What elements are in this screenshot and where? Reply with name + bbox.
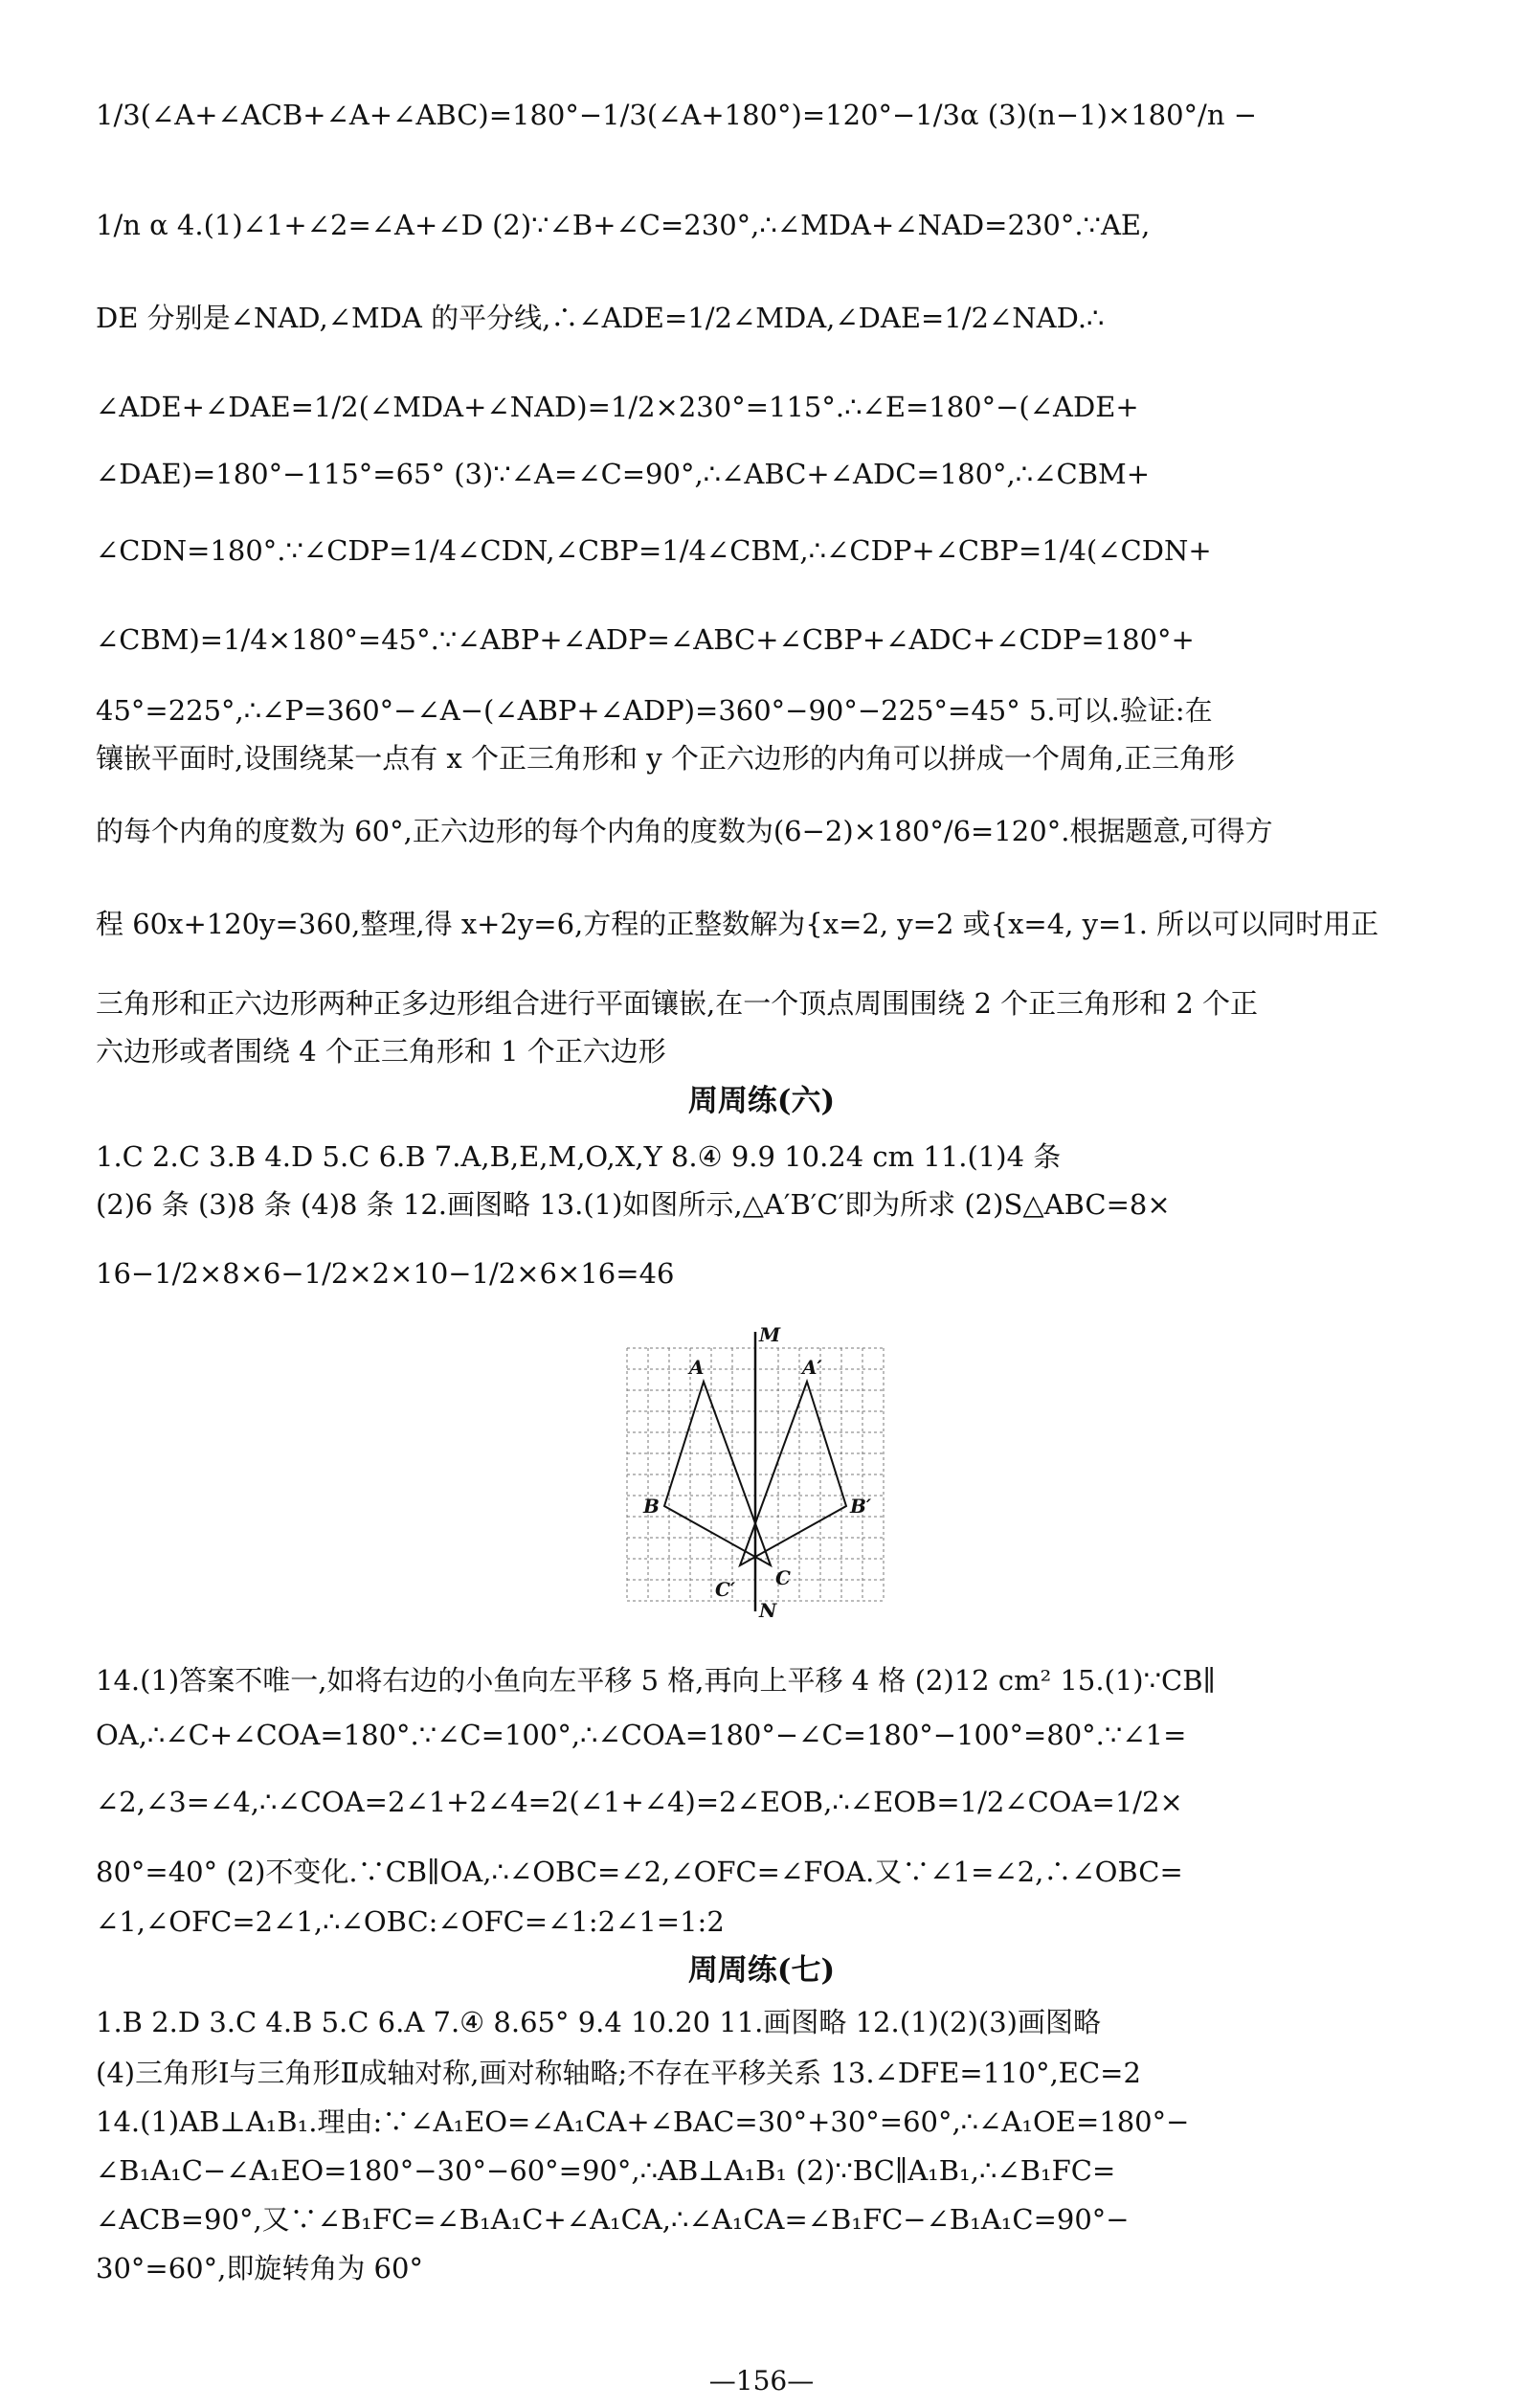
text-line: 三角形和正六边形两种正多边形组合进行平面镶嵌,在一个顶点周围围绕 2 个正三角形和 2 个正 [96,987,1258,1020]
label-b1: B′ [850,1495,872,1518]
text-line: 程 60x+120y=360,整理,得 x+2y=6,方程的正整数解为{x=2, y=2 或{x=4, y=1. 所以可以同时用正 [96,908,1379,940]
text-line: ∠DAE)=180°−115°=65° (3)∵∠A=∠C=90°,∴∠ABC+∠ADC=180°,∴∠CBM+ [96,458,1150,490]
page-number: —156— [708,2365,815,2397]
text-line: (2)6 条 (3)8 条 (4)8 条 12.画图略 13.(1)如图所示,△A′B′C′即为所求 (2)S△ABC=8× [96,1188,1171,1221]
text-line: 六边形或者围绕 4 个正三角形和 1 个正六边形 [96,1035,666,1068]
text-line: (4)三角形Ⅰ与三角形Ⅱ成轴对称,画对称轴略;不存在平移关系 13.∠DFE=110°,EC=2 [96,2057,1141,2089]
reflection-figure [622,1324,890,1619]
label-n: N [759,1599,777,1619]
text-line: 1/3(∠A+∠ACB+∠A+∠ABC)=180°−1/3(∠A+180°)=120°−1/3α (3)(n−1)×180°/n − [96,99,1258,131]
text-line: 1.C 2.C 3.B 4.D 5.C 6.B 7.A,B,E,M,O,X,Y 8.④ 9.9 10.24 cm 11.(1)4 条 [96,1140,1062,1173]
label-b: B [643,1495,660,1518]
text-line: 的每个内角的度数为 60°,正六边形的每个内角的度数为(6−2)×180°/6=120°.根据题意,可得方 [96,815,1273,847]
text-line: ∠2,∠3=∠4,∴∠COA=2∠1+2∠4=2(∠1+∠4)=2∠EOB,∴∠EOB=1/2∠COA=1/2× [96,1786,1183,1818]
section-heading: 周周练(六) [687,1084,836,1118]
text-line: ∠1,∠OFC=2∠1,∴∠OBC:∠OFC=∠1:2∠1=1:2 [96,1905,725,1938]
text-line: 16−1/2×8×6−1/2×2×10−1/2×6×16=46 [96,1257,675,1290]
text-line: ∠CDN=180°.∵∠CDP=1/4∠CDN,∠CBP=1/4∠CBM,∴∠CDP+∠CBP=1/4(∠CDN+ [96,534,1212,567]
text-line: ∠B₁A₁C−∠A₁EO=180°−30°−60°=90°,∴AB⊥A₁B₁ (2)∵BC∥A₁B₁,∴∠B₁FC= [96,2154,1116,2187]
text-line: OA,∴∠C+∠COA=180°.∵∠C=100°,∴∠COA=180°−∠C=180°−100°=80°.∵∠1= [96,1719,1187,1751]
text-line: 1.B 2.D 3.C 4.B 5.C 6.A 7.④ 8.65° 9.4 10.20 11.画图略 12.(1)(2)(3)画图略 [96,2006,1101,2038]
label-c: C [775,1566,791,1589]
label-m: M [759,1324,781,1346]
text-line: 80°=40° (2)不变化.∵CB∥OA,∴∠OBC=∠2,∠OFC=∠FOA.又∵∠1=∠2,∴∠OBC= [96,1856,1183,1888]
text-line: ∠CBM)=1/4×180°=45°.∵∠ABP+∠ADP=∠ABC+∠CBP+∠ADC+∠CDP=180°+ [96,623,1195,656]
text-line: 1/n α 4.(1)∠1+∠2=∠A+∠D (2)∵∠B+∠C=230°,∴∠MDA+∠NAD=230°.∵AE, [96,209,1151,241]
text-line: ∠ACB=90°,又∵∠B₁FC=∠B₁A₁C+∠A₁CA,∴∠A₁CA=∠B₁FC−∠B₁A₁C=90°− [96,2203,1130,2236]
label-c1: C′ [715,1578,736,1601]
label-a: A [689,1356,705,1379]
label-a1: A′ [802,1356,822,1379]
text-line: DE 分别是∠NAD,∠MDA 的平分线,∴∠ADE=1/2∠MDA,∠DAE=1/2∠NAD.∴ [96,302,1105,334]
text-line: 镶嵌平面时,设围绕某一点有 x 个正三角形和 y 个正六边形的内角可以拼成一个周角,正三角形 [96,742,1236,775]
text-line: 45°=225°,∴∠P=360°−∠A−(∠ABP+∠ADP)=360°−90°−225°=45° 5.可以.验证:在 [96,694,1213,727]
text-line: 30°=60°,即旋转角为 60° [96,2252,423,2284]
section-heading: 周周练(七) [687,1953,836,1988]
text-line: 14.(1)答案不唯一,如将右边的小鱼向左平移 5 格,再向上平移 4 格 (2)12 cm² 15.(1)∵CB∥ [96,1664,1216,1697]
text-line: ∠ADE+∠DAE=1/2(∠MDA+∠NAD)=1/2×230°=115°.∴∠E=180°−(∠ADE+ [96,391,1139,423]
text-line: 14.(1)AB⊥A₁B₁.理由:∵∠A₁EO=∠A₁CA+∠BAC=30°+30°=60°,∴∠A₁OE=180°− [96,2105,1190,2138]
